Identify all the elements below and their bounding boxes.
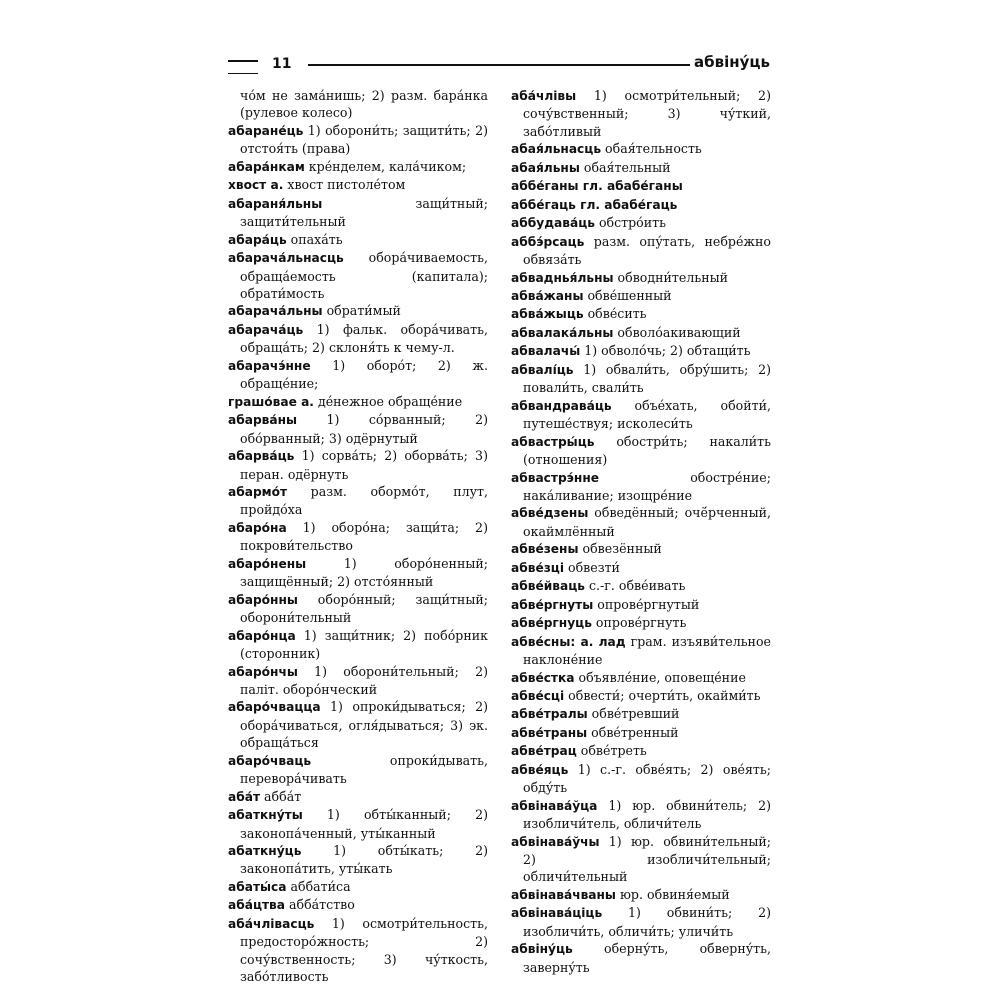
dictionary-entry <box>511 559 771 577</box>
translation: 1) опроки́дываться; 2) обора́чиваться, огля́дываться; 3) эк. обраща́ться <box>240 699 488 751</box>
translation: 1) оборо́ненный; защищённый; 2) отсто́янный <box>240 555 488 590</box>
headword: абва́жаны <box>511 288 584 303</box>
translation: абба́т <box>260 788 302 804</box>
headword: абве́ргнуты <box>511 597 594 612</box>
dictionary-entry <box>511 140 771 158</box>
dictionary-entry <box>228 915 488 986</box>
headword: абвалачы́ <box>511 344 581 359</box>
dictionary-entry <box>228 627 488 663</box>
translation: обвести́; очерти́ть, окайми́ть <box>564 687 761 703</box>
headword: абвастры́ць <box>511 434 595 449</box>
headword: аббудава́ць <box>511 216 595 231</box>
guide-word: абвіну́ць <box>694 53 770 71</box>
dictionary-entry <box>228 483 488 519</box>
translation: 1) фальк. обора́чивать, обраща́ть; 2) склоня́ть к чему-л. <box>240 321 488 356</box>
dictionary-entry <box>511 886 771 904</box>
page-header <box>228 55 770 75</box>
translation: обве́сить <box>583 306 647 322</box>
headword: абве́яць <box>511 762 569 777</box>
dictionary-entry <box>228 698 488 751</box>
headword: абара́ць <box>228 232 287 247</box>
page-number: 11 <box>272 56 292 72</box>
translation: 1) с.-г. обве́ять; 2) ове́ять; обду́ть <box>523 761 771 796</box>
headword: абвалі́ць <box>511 362 574 377</box>
headword: аба́члівасць <box>228 916 315 931</box>
headword: абарача́льнасць <box>228 251 344 266</box>
dictionary-entry <box>228 591 488 627</box>
dictionary-entry <box>511 469 771 505</box>
headword: абаро́нны <box>228 592 298 607</box>
dictionary-entry <box>511 269 771 287</box>
dictionary-entry <box>228 231 488 249</box>
dictionary-entry <box>228 788 488 806</box>
dictionary-entry <box>228 663 488 699</box>
translation: объявле́ние, оповеще́ние <box>574 669 746 685</box>
translation: обая́тельный <box>579 159 671 175</box>
headword: абара́нкам <box>228 159 305 174</box>
translation: оборо́нный; защи́тный; оборони́тельный <box>240 591 488 626</box>
translation: опрове́ргнутый <box>593 596 700 612</box>
translation: грам. изъяви́тельное наклоне́ние <box>523 633 771 668</box>
headword: абве́траны <box>511 725 588 740</box>
headword: абве́зены <box>511 542 579 557</box>
dictionary-entry <box>228 357 488 393</box>
headword: абаро́чваць <box>228 753 312 768</box>
translation: де́нежное обраще́ние <box>313 393 463 409</box>
translation: абба́тство <box>285 897 355 913</box>
dictionary-entry <box>511 196 771 214</box>
translation: кре́нделем, кала́чиком; <box>304 158 467 174</box>
translation: юр. обвиня́емый <box>615 886 730 902</box>
translation: чо́м не зама́нишь; 2) разм. бара́нка (рулевое колесо) <box>240 88 488 121</box>
dictionary-entry <box>228 447 488 483</box>
headword: абаро́на <box>228 520 287 535</box>
translation: оберну́ть, обверну́ть, заверну́ть <box>523 941 771 975</box>
headword: абвінава́ўчы <box>511 834 600 849</box>
dictionary-entry <box>511 669 771 687</box>
dictionary-entry <box>511 397 771 433</box>
dictionary-entry <box>511 324 771 342</box>
dictionary-entry <box>511 305 771 323</box>
headword: абвінава́чваны <box>511 887 616 902</box>
dictionary-entry <box>511 433 771 469</box>
translation: обая́тельность <box>601 141 702 157</box>
translation: обволо́акивающий <box>613 324 741 340</box>
dictionary-entry <box>228 806 488 842</box>
headword: абармо́т <box>228 484 288 499</box>
dictionary-entry <box>511 940 771 976</box>
headword: абве́дзены <box>511 506 589 521</box>
right-column <box>511 87 771 976</box>
header-rule-right <box>308 64 690 66</box>
translation: хвост пистоле́том <box>283 177 406 193</box>
dictionary-entry <box>228 176 488 194</box>
headword: абве́сны: а. лад <box>511 634 626 649</box>
headword: аббе́гаць гл. абабе́гаць <box>511 197 678 212</box>
dictionary-entry <box>511 761 771 797</box>
translation: 1) обты́канный; 2) законопа́ченный, уты́канный <box>240 807 488 841</box>
dictionary-entry <box>511 797 771 833</box>
dictionary-entry <box>511 596 771 614</box>
translation: 1) обты́кать; 2) законопа́тить, уты́кать <box>240 843 488 877</box>
translation: аббати́са <box>286 878 351 894</box>
translation: 1) оборони́тельный; 2) паліт. оборо́нческий <box>240 663 488 697</box>
headword: абарва́ць <box>228 449 295 464</box>
headword: абва́жыць <box>511 307 584 322</box>
translation: опаха́ть <box>286 231 343 247</box>
translation: разм. обормо́т, плут, пройдо́ха <box>240 483 488 518</box>
headword: абараня́льны <box>228 196 323 211</box>
translation: 1) защи́тник; 2) побо́рник (сторонник) <box>240 627 488 662</box>
headword: абвастрэ́нне <box>511 470 600 485</box>
translation: обвезённый <box>578 541 662 557</box>
translation: 1) обвини́ть; 2) изобличи́ть, обличи́ть; уличи́ть <box>523 905 771 939</box>
headword: абвінава́ўца <box>511 798 598 813</box>
headword: абвандрава́ць <box>511 398 612 413</box>
dictionary-entry <box>228 842 488 878</box>
headword: абве́тралы <box>511 707 588 722</box>
headword: абве́стка <box>511 670 575 685</box>
translation: 1) оборони́ть; защити́ть; 2) отстоя́ть (права) <box>240 122 488 157</box>
headword: абаткну́ты <box>228 808 303 823</box>
translation: защи́тный; защити́тельный <box>240 195 488 230</box>
headword: абарва́ны <box>228 413 298 428</box>
headword: абве́зці <box>511 560 565 575</box>
translation: с.-г. обве́ивать <box>584 578 686 594</box>
header-rule-left <box>228 60 258 62</box>
translation: обве́треть <box>576 743 647 759</box>
headword: абве́сці <box>511 688 565 703</box>
translation: 1) обволо́чь; 2) обтащи́ть <box>580 343 751 359</box>
translation: обвезти́ <box>564 559 620 575</box>
dictionary-entry <box>511 504 771 540</box>
headword: абаро́чвацца <box>228 700 321 715</box>
headword: абая́льны <box>511 160 580 175</box>
headword: абая́льнасць <box>511 142 602 157</box>
translation: обостре́ние; нака́ливание; изощре́ние <box>523 469 771 503</box>
translation: обора́чиваемость, обраща́емость (капитала); обрати́мость <box>240 250 488 301</box>
translation: 1) оборо́т; 2) ж. обраще́ние; <box>240 357 488 392</box>
dictionary-entry <box>228 122 488 158</box>
headword: абвалака́льны <box>511 325 614 340</box>
translation: 1) юр. обвини́тельный; 2) изобличи́тельный; обличи́тельный <box>523 833 771 885</box>
dictionary-entry <box>228 195 488 231</box>
headword: абарача́льны <box>228 304 323 319</box>
dictionary-entry <box>511 833 771 886</box>
headword: абваднья́льны <box>511 270 614 285</box>
translation: 1) осмотри́тельный; 2) сочу́вственный; 3) чу́ткий, забо́тливый <box>523 88 771 139</box>
dictionary-entry <box>228 519 488 555</box>
dictionary-entry <box>511 287 771 305</box>
translation: обостри́ть; накали́ть (отношения) <box>523 433 771 468</box>
dictionary-entry <box>511 742 771 760</box>
headword: абве́трац <box>511 744 577 759</box>
headword: абаране́ць <box>228 123 304 138</box>
headword: абаро́нчы <box>228 664 298 679</box>
translation: опроки́дывать, перевора́чивать <box>240 752 488 787</box>
headword: абве́йваць <box>511 579 585 594</box>
dictionary-entry <box>511 361 771 397</box>
translation: опрове́ргнуть <box>591 615 687 631</box>
dictionary-entry <box>228 411 488 447</box>
headword: абве́ргнуць <box>511 616 592 631</box>
headword: грашо́вае а. <box>228 394 314 409</box>
dictionary-entry <box>228 249 488 302</box>
headword: аба́члівы <box>511 89 577 103</box>
dictionary-entry <box>228 87 488 122</box>
translation: 1) обвали́ть, обру́шить; 2) повали́ть, свали́ть <box>523 361 771 396</box>
dictionary-entry <box>511 614 771 632</box>
translation: обрати́мый <box>322 303 401 319</box>
translation: 1) сорва́ть; 2) оборва́ть; 3) перан. одёрнуть <box>240 448 488 482</box>
translation: 1) оборо́на; защи́та; 2) покрови́тельство <box>240 519 488 554</box>
translation: объе́хать, обойти́, путеше́ствуя; исколеси́ть <box>523 397 771 432</box>
dictionary-entry <box>511 159 771 177</box>
translation: 1) со́рванный; 2) обо́рванный; 3) одёрнутый <box>240 412 488 446</box>
dictionary-entry <box>511 177 771 195</box>
dictionary-entry <box>511 633 771 669</box>
dictionary-entry <box>511 214 771 232</box>
headword: аба́цтва <box>228 898 285 913</box>
dictionary-entry <box>511 577 771 595</box>
dictionary-entry <box>228 302 488 320</box>
translation: обве́тревший <box>587 706 680 722</box>
dictionary-entry <box>228 896 488 914</box>
headword: аба́т <box>228 789 261 804</box>
translation: обстро́ить <box>594 215 666 231</box>
translation: 1) юр. обвини́тель; 2) изобличи́тель, обличи́тель <box>523 797 771 832</box>
dictionary-entry <box>511 687 771 705</box>
dictionary-entry <box>228 752 488 788</box>
headword: абарачэ́нне <box>228 358 311 373</box>
headword: аббе́ганы гл. абабе́ганы <box>511 179 683 194</box>
dictionary-entry <box>228 321 488 357</box>
translation: обводни́тельный <box>613 269 729 285</box>
headword: абаро́нца <box>228 628 296 643</box>
headword: абвінава́ціць <box>511 906 603 921</box>
dictionary-entry <box>511 87 771 140</box>
headword: аббэ́рсаць <box>511 234 585 249</box>
header-rule-left-thin <box>228 73 258 74</box>
translation: обве́шенный <box>583 287 672 303</box>
headword: абаро́нены <box>228 556 307 571</box>
headword: абарача́ць <box>228 322 304 337</box>
dictionary-entry <box>511 342 771 360</box>
dictionary-entry <box>511 540 771 558</box>
dictionary-entry <box>511 904 771 940</box>
headword: хвост а. <box>228 178 284 193</box>
dictionary-entry <box>228 393 488 411</box>
translation: 1) осмотри́тельность, предосторо́жность; 2) сочу́вственность; 3) чу́ткость, забо́тливость <box>240 915 488 985</box>
dictionary-entry <box>228 878 488 896</box>
dictionary-entry <box>228 555 488 591</box>
dictionary-entry <box>511 724 771 742</box>
dictionary-entry <box>228 158 488 176</box>
headword: абаткну́ць <box>228 844 302 859</box>
left-column <box>228 87 488 986</box>
headword: абвіну́ць <box>511 942 573 957</box>
dictionary-entry <box>511 705 771 723</box>
translation: разм. опу́тать, небре́жно обвяза́ть <box>523 233 771 268</box>
dictionary-entry <box>511 233 771 269</box>
translation: обве́тренный <box>587 724 679 740</box>
translation: обведённый; очё́рченный, окаймлённый <box>523 505 771 539</box>
headword: абаты́са <box>228 879 287 894</box>
